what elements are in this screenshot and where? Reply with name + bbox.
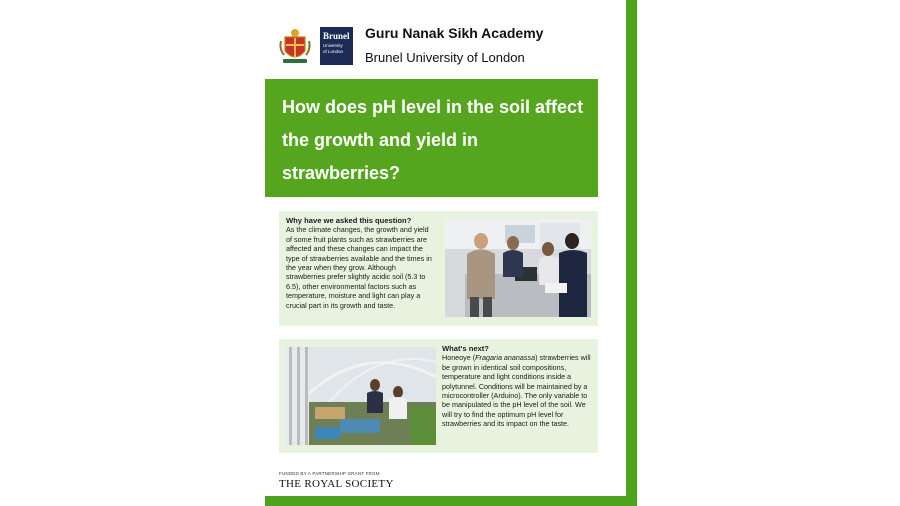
section-next-heading: What's next? <box>442 344 489 353</box>
section-next-text <box>442 344 592 429</box>
poster-border-bottom <box>265 496 637 506</box>
section-why-question <box>279 211 598 326</box>
section-next-body-rest: ) strawberries will be grown in identical soil compositions, temperature and light conditions inside a polytunnel. Conditions will be maintained by a microcontroller (Arduino). The only variable to be manipulated is the pH level of the soil. We will try to find the optimum pH level for strawberries and its impact on the taste. <box>442 353 591 429</box>
brunel-logo-word: Brunel <box>323 31 350 41</box>
section-whats-next <box>279 339 598 453</box>
section-why-heading: Why have we asked this question? <box>286 216 412 225</box>
section-why-body: As the climate changes, the growth and yield of some fruit plants such as strawberries are affected and these changes can impact the type of strawberries available and the times in the year when they grow. Although strawberries prefer slightly acidic soil (5.3 to 6.5), other environmental factors such as temperature, moisture and light can play a crucial part in its growth and taste. <box>286 225 432 310</box>
page-title: How does pH level in the soil affect the growth and yield in strawberries? <box>282 97 584 183</box>
brunel-logo-sub2: of London <box>323 48 344 54</box>
school-name: Guru Nanak Sikh Academy <box>365 25 544 41</box>
university-name: Brunel University of London <box>365 50 525 65</box>
section-why-text <box>286 216 436 310</box>
funded-by-label: FUNDED BY A PARTNERSHIP GRANT FROM <box>279 471 380 476</box>
polytunnel-photo <box>285 347 436 445</box>
species-name: Fragaria ananassa <box>475 353 536 363</box>
brunel-logo-sub1: University <box>323 43 343 48</box>
section-next-body-prefix: Honeoye ( <box>442 353 476 363</box>
school-crest-icon <box>279 27 311 65</box>
classroom-photo <box>445 219 591 317</box>
section-next-body <box>442 353 592 428</box>
royal-society-logo: THE ROYAL SOCIETY <box>279 478 394 490</box>
title-banner <box>265 79 598 197</box>
poster-border-right <box>626 0 637 506</box>
brunel-logo <box>320 27 353 65</box>
